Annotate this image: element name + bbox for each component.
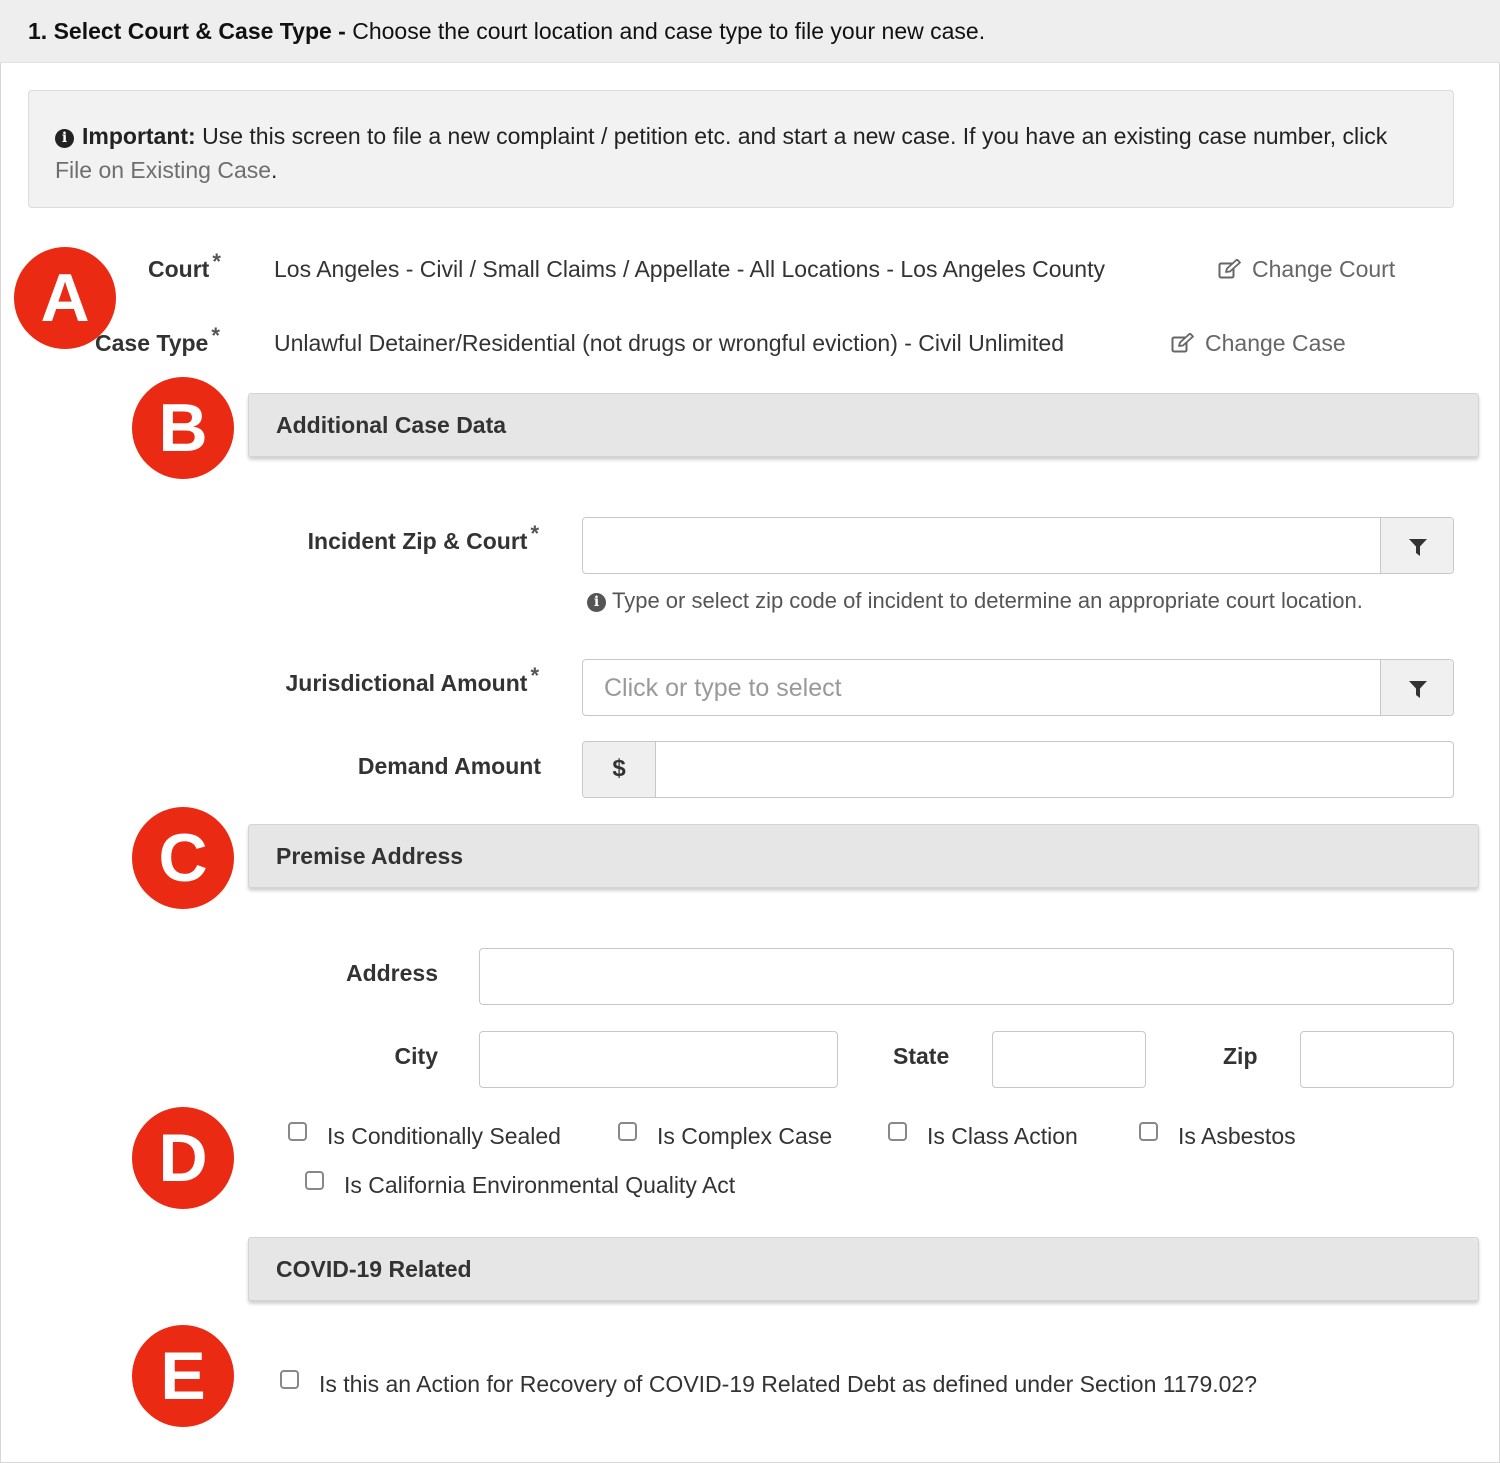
incident-zip-filter-button[interactable] [1380, 518, 1453, 573]
address-input[interactable] [479, 948, 1454, 1005]
demand-amount-label: Demand Amount [357, 753, 541, 779]
important-notice [28, 90, 1454, 208]
zip-label: Zip [1223, 1043, 1258, 1069]
class-action-checkbox[interactable] [888, 1122, 907, 1141]
class-action-label[interactable]: Is Class Action [927, 1123, 1078, 1149]
demand-amount-input[interactable] [582, 741, 1454, 798]
section-covid-19: COVID-19 Related [248, 1237, 1479, 1301]
jurisdictional-amount-filter-button[interactable] [1380, 660, 1453, 715]
case-type-label [95, 323, 220, 357]
court-value: Los Angeles - Civil / Small Claims / Appellate - All Locations - Los Angeles County [274, 256, 1105, 282]
step-description: Choose the court location and case type to file your new case. [345, 18, 986, 44]
file-on-existing-case-link[interactable]: File on Existing Case [55, 157, 272, 183]
complex-case-checkbox[interactable] [618, 1122, 637, 1141]
currency-addon: $ [583, 742, 656, 797]
required-marker: * [530, 663, 539, 688]
badge-b: B [132, 377, 234, 479]
section-additional-case-data: Additional Case Data [248, 393, 1479, 457]
ceqa-checkbox[interactable] [305, 1171, 324, 1190]
asbestos-checkbox[interactable] [1139, 1122, 1158, 1141]
state-label: State [893, 1043, 950, 1069]
case-type-label-text: Case Type [95, 330, 209, 356]
incident-zip-help [587, 588, 1363, 614]
change-case-button[interactable] [1171, 330, 1346, 357]
complex-case-label[interactable]: Is Complex Case [657, 1123, 833, 1149]
section-premise-address: Premise Address [248, 824, 1479, 888]
badge-a: A [14, 247, 116, 349]
court-label-text: Court [148, 256, 210, 282]
jurisdictional-amount-select[interactable] [582, 659, 1454, 716]
incident-zip-help-text: Type or select zip code of incident to determine an appropriate court location. [612, 588, 1363, 613]
covid-debt-checkbox[interactable] [280, 1370, 299, 1389]
covid-debt-label[interactable]: Is this an Action for Recovery of COVID-19 Related Debt as defined under Section 1179.02? [319, 1371, 1258, 1397]
info-icon: i [55, 129, 74, 148]
incident-zip-label [307, 521, 539, 555]
badge-d: D [132, 1107, 234, 1209]
court-label [148, 249, 221, 283]
edit-icon [1171, 333, 1195, 353]
ceqa-label[interactable]: Is California Environmental Quality Act [344, 1172, 736, 1198]
address-label: Address [345, 960, 438, 986]
notice-text: Use this screen to file a new complaint / petition etc. and start a new case. If you have an existing case number, click [195, 123, 1388, 149]
info-icon: i [587, 593, 606, 612]
incident-zip-label-text: Incident Zip & Court [307, 528, 528, 554]
city-input[interactable] [479, 1031, 838, 1088]
conditionally-sealed-checkbox[interactable] [288, 1122, 307, 1141]
required-marker: * [212, 249, 221, 274]
step-title: 1. Select Court & Case Type - [28, 18, 346, 44]
city-label: City [394, 1043, 438, 1069]
jurisdictional-amount-label [285, 663, 539, 697]
zip-input[interactable] [1300, 1031, 1454, 1088]
change-court-button[interactable] [1218, 256, 1395, 283]
notice-lead: Important: [82, 123, 196, 149]
edit-icon [1218, 259, 1242, 279]
required-marker: * [211, 323, 220, 348]
notice-trailing: . [271, 157, 278, 183]
case-type-value: Unlawful Detainer/Residential (not drugs or wrongful eviction) - Civil Unlimited [274, 330, 1064, 356]
filter-icon [1409, 681, 1427, 698]
conditionally-sealed-label[interactable]: Is Conditionally Sealed [327, 1123, 561, 1149]
asbestos-label[interactable]: Is Asbestos [1178, 1123, 1296, 1149]
badge-c: C [132, 807, 234, 909]
filter-icon [1409, 539, 1427, 556]
state-input[interactable] [992, 1031, 1146, 1088]
step-header [0, 0, 1500, 63]
jurisdictional-amount-label-text: Jurisdictional Amount [285, 670, 528, 696]
required-marker: * [530, 521, 539, 546]
incident-zip-select[interactable] [582, 517, 1454, 574]
change-court-label: Change Court [1252, 256, 1396, 282]
badge-e: E [132, 1325, 234, 1427]
jurisdictional-amount-placeholder: Click or type to select [604, 674, 842, 702]
change-case-label: Change Case [1205, 330, 1346, 356]
